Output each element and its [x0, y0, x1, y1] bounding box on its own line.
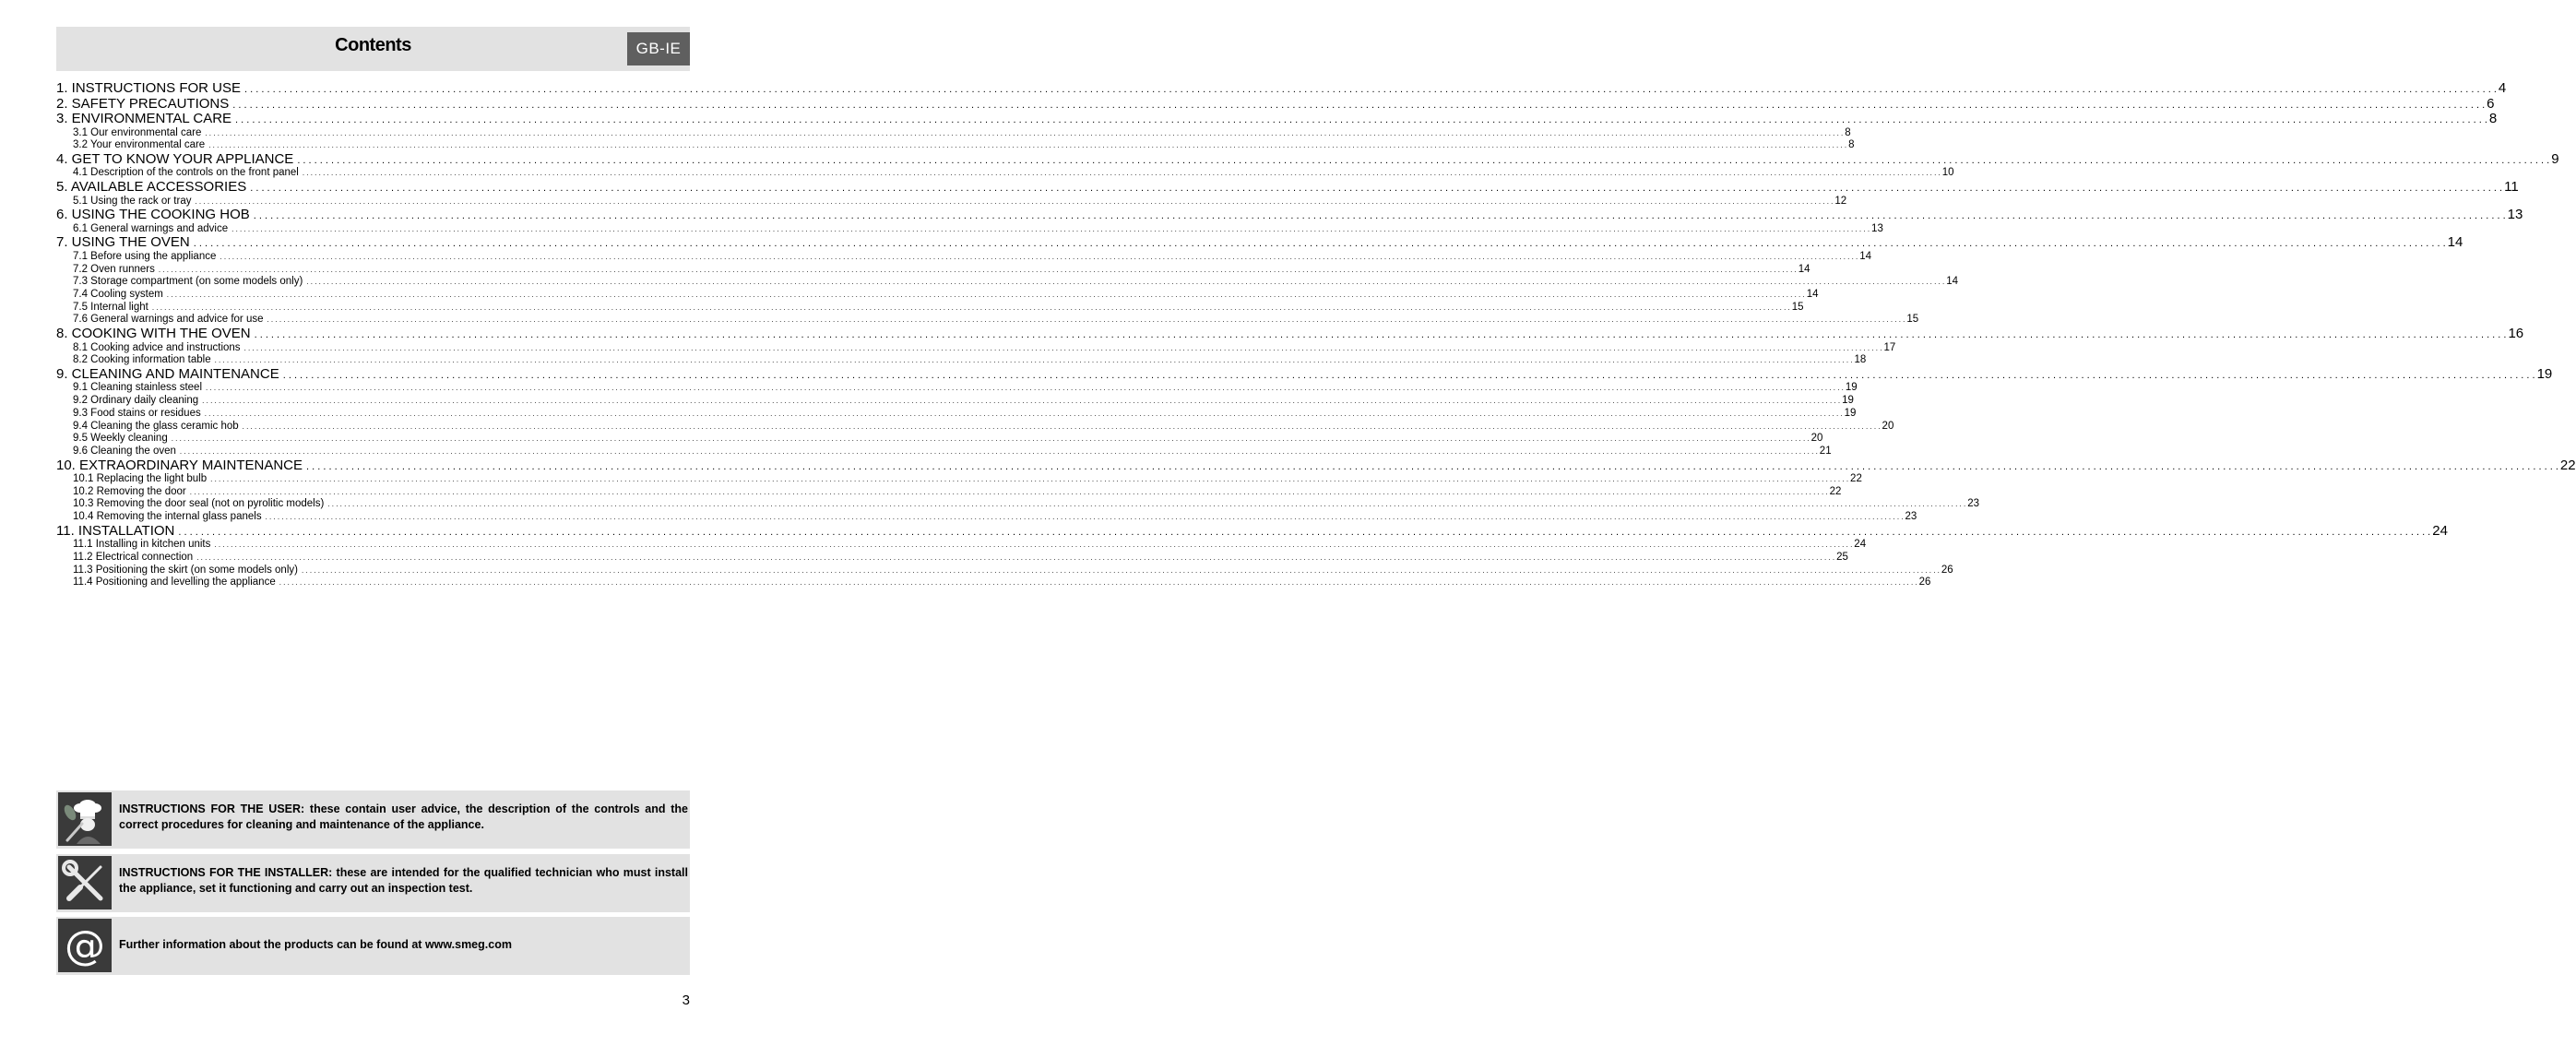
toc-dot-leader: . . . . . . . . . . . . . . . . . . . . . . . . . . . . . . . . . . . . . . . . . . . . . . . . . . . . . . . . . . . . . . . . . . . . . . . . . . . . . . . . . . . . . . . . . . . . . . . . . . . . . . . . . . . . . . . . . . . . . . . . . . . . . . . . . . . . . . . . . . . . . . . . . . . . . . . . . . . . . . . . . . . . . . . . . . . . . . . . . . . . . . . . . . . . . . . . . . . . . . . . . . . . . . . . . . . . . . . . . . . . . . . . . . . . . . . . . . . . . . . . . . . . . . . . . . . . . . . . . . . . . . . . . . . . . . . . . . . . . . . . . . . . . . . . . . . . . . . . . . . . . . . . . . . . . . . . . . . . . . . . . . . . . . . . . . . . . . . . . . . . . . . . . . . . . . . . . . . . . . . . . . . . . . . . . . . . . . . . . . . . . . . . . . . . . . . . . . . . . . . .	[231, 224, 1870, 233]
toc-entry-title: 7.1 Before using the appliance	[73, 250, 217, 262]
toc-dot-leader: . . . . . . . . . . . . . . . . . . . . . . . . . . . . . . . . . . . . . . . . . . . . . . . . . . . . . . . . . . . . . . . . . . . . . . . . . . . . . . . . . . . . . . . . . . . . . . . . . . . . . . . . . . . . . . . . . . . . . . . . . . . . . . . . . . . . . . . . . . . . . . . . . . . . . . . . . . . . . . . . . . . . . . . . . . . . . . . . . . . . . . . . . . . . . . . . . . . . . . . . . . . . . . . . . . . . . . . . . . . . . . . . . . . . . . . . . . . . . . . . . . . . . . . . . . . . . . . . . . . . . . . . . . . . . . . . . . . . . . . . . . . . . . . . . . . . . . . . . . . . . . . . . . . . . . . . . . . . . . . . . . . . . . . . . . . . . . . . . . . . . . . . . . . . . . . . . . . . . . . . . . . . . . . . . . . . . . . . . . . . . . . . . . . . . . . . . . . . . . . .	[178, 526, 2431, 538]
toc-entry-title: 10.1 Replacing the light bulb	[73, 473, 208, 485]
toc-chapter	[56, 179, 2519, 196]
toc-entry-title: 9.5 Weekly cleaning	[73, 433, 168, 445]
toc-entry-page: 12	[1834, 195, 1847, 207]
toc-section	[56, 564, 1953, 577]
toc-entry-page: 26	[1941, 564, 1953, 576]
toc-entry-title: 10.4 Removing the internal glass panels	[73, 511, 262, 523]
toc-entry-page: 8	[2488, 111, 2498, 126]
toc-entry-page: 21	[1819, 445, 1832, 457]
toc-dot-leader: . . . . . . . . . . . . . . . . . . . . . . . . . . . . . . . . . . . . . . . . . . . . . . . . . . . . . . . . . . . . . . . . . . . . . . . . . . . . . . . . . . . . . . . . . . . . . . . . . . . . . . . . . . . . . . . . . . . . . . . . . . . . . . . . . . . . . . . . . . . . . . . . . . . . . . . . . . . . . . . . . . . . . . . . . . . . . . . . . . . . . . . . . . . . . . . . . . . . . . . . . . . . . . . . . . . . . . . . . . . . . . . . . . . . . . . . . . . . . . . . . . . . . . . . . . . . . . . . . . . . . . . . . . . . . . . . . . . . . . . . . . . . . . . . . . . . . . . . . . . . . . . . . . . . . . . . . . . . . . . . . . . . . . . . . . . . . . . . . . . . . . . . . . . . . . . . . . . . . . . . . . . . . . . . . . . . . . . . . . . . . . . . . . . . . . . . . . . . . . . .	[220, 252, 1858, 261]
toc-entry-page: 19	[2536, 365, 2553, 382]
toc-section	[56, 126, 1851, 140]
toc-dot-leader: . . . . . . . . . . . . . . . . . . . . . . . . . . . . . . . . . . . . . . . . . . . . . . . . . . . . . . . . . . . . . . . . . . . . . . . . . . . . . . . . . . . . . . . . . . . . . . . . . . . . . . . . . . . . . . . . . . . . . . . . . . . . . . . . . . . . . . . . . . . . . . . . . . . . . . . . . . . . . . . . . . . . . . . . . . . . . . . . . . . . . . . . . . . . . . . . . . . . . . . . . . . . . . . . . . . . . . . . . . . . . . . . . . . . . . . . . . . . . . . . . . . . . . . . . . . . . . . . . . . . . . . . . . . . . . . . . . . . . . . . . . . . . . . . . . . . . . . . . . . . . . . . . . . . . . . . . . . . . . . . . . . . . . . . . . . . . . . . . . . . . . . . . . . . . . . . . . . . . . . . . . . . . . . . . . . . . . . . . . . . . . . . . . . . . . . . . . . . . . . .	[158, 265, 1797, 274]
toc-entry-title: 3.2 Your environmental care	[73, 139, 206, 151]
further-information-box	[56, 917, 690, 975]
toc-entry-title: 4. GET TO KNOW YOUR APPLIANCE	[56, 150, 294, 167]
toc-dot-leader: . . . . . . . . . . . . . . . . . . . . . . . . . . . . . . . . . . . . . . . . . . . . . . . . . . . . . . . . . . . . . . . . . . . . . . . . . . . . . . . . . . . . . . . . . . . . . . . . . . . . . . . . . . . . . . . . . . . . . . . . . . . . . . . . . . . . . . . . . . . . . . . . . . . . . . . . . . . . . . . . . . . . . . . . . . . . . . . . . . . . . . . . . . . . . . . . . . . . . . . . . . . . . . . . . . . . . . . . . . . . . . . . . . . . . . . . . . . . . . . . . . . . . . . . . . . . . . . . . . . . . . . . . . . . . . . . . . . . . . . . . . . . . . . . . . . . . . . . . . . . . . . . . . . . . . . . . . . . . . . . . . . . . . . . . . . . . . . . . . . . . . . . . . . . . . . . . . . . . . . . . . . . . . . . . . . . . . . . . . . . . . . . . . . . . . . . . . . . . . . .	[235, 114, 2487, 125]
toc-entry-page: 22	[2559, 457, 2576, 473]
toc-dot-leader: . . . . . . . . . . . . . . . . . . . . . . . . . . . . . . . . . . . . . . . . . . . . . . . . . . . . . . . . . . . . . . . . . . . . . . . . . . . . . . . . . . . . . . . . . . . . . . . . . . . . . . . . . . . . . . . . . . . . . . . . . . . . . . . . . . . . . . . . . . . . . . . . . . . . . . . . . . . . . . . . . . . . . . . . . . . . . . . . . . . . . . . . . . . . . . . . . . . . . . . . . . . . . . . . . . . . . . . . . . . . . . . . . . . . . . . . . . . . . . . . . . . . . . . . . . . . . . . . . . . . . . . . . . . . . . . . . . . . . . . . . . . . . . . . . . . . . . . . . . . . . . . . . . . . . . . . . . . . . . . . . . . . . . . . . . . . . . . . . . . . . . . . . . . . . . . . . . . . . . . . . . . . . . . . . . . . . . . . . . . . . . . . . . . . . . . . . . . . . . . .	[301, 565, 1940, 575]
toc-entry-title: 11.2 Electrical connection	[73, 552, 194, 563]
toc-entry-page: 14	[1798, 263, 1810, 275]
toc-entry-title: 1. INSTRUCTIONS FOR USE	[56, 80, 242, 96]
toc-section	[56, 250, 1872, 264]
toc-section	[56, 539, 1867, 552]
toc-entry-page: 24	[1854, 539, 1867, 551]
toc-entry-title: 7. USING THE OVEN	[56, 234, 190, 251]
toc-entry-title: 11. INSTALLATION	[56, 522, 175, 539]
user-instructions-text: INSTRUCTIONS FOR THE USER: these contain user advice, the description of the controls and the correct procedures for cleaning and maintenance of the appliance.	[119, 802, 688, 831]
toc-entry-page: 9	[2551, 150, 2559, 167]
toc-section	[56, 139, 1855, 152]
toc-entry-page: 8	[1848, 139, 1855, 151]
toc-section	[56, 263, 1810, 277]
toc-entry-title: 7.6 General warnings and advice for use	[73, 314, 264, 326]
toc-entry-page: 15	[1791, 301, 1804, 313]
toc-section	[56, 552, 1848, 565]
toc-chapter	[56, 522, 2448, 540]
toc-section	[56, 167, 1954, 180]
toc-entry-page: 22	[1829, 485, 1842, 497]
toc-dot-leader: . . . . . . . . . . . . . . . . . . . . . . . . . . . . . . . . . . . . . . . . . . . . . . . . . . . . . . . . . . . . . . . . . . . . . . . . . . . . . . . . . . . . . . . . . . . . . . . . . . . . . . . . . . . . . . . . . . . . . . . . . . . . . . . . . . . . . . . . . . . . . . . . . . . . . . . . . . . . . . . . . . . . . . . . . . . . . . . . . . . . . . . . . . . . . . . . . . . . . . . . . . . . . . . . . . . . . . . . . . . . . . . . . . . . . . . . . . . . . . . . . . . . . . . . . . . . . . . . . . . . . . . . . . . . . . . . . . . . . . . . . . . . . . . . . . . . . . . . . . . . . . . . . . . . . . . . . . . . . . . . . . . . . . . . . . . . . . . . . . . . . . . . . . . . . . . . . . . . . . . . . . . . . . . . . . . . . . . . . . . . . . . . . . . . . . . . . . . . . . . .	[232, 99, 2486, 111]
language-badge: GB-IE	[627, 32, 690, 65]
toc-entry-page: 10	[1941, 167, 1954, 179]
toc-entry-page: 14	[1946, 276, 1958, 288]
toc-entry-page: 19	[1845, 382, 1858, 394]
contents-header	[56, 27, 690, 71]
toc-dot-leader: . . . . . . . . . . . . . . . . . . . . . . . . . . . . . . . . . . . . . . . . . . . . . . . . . . . . . . . . . . . . . . . . . . . . . . . . . . . . . . . . . . . . . . . . . . . . . . . . . . . . . . . . . . . . . . . . . . . . . . . . . . . . . . . . . . . . . . . . . . . . . . . . . . . . . . . . . . . . . . . . . . . . . . . . . . . . . . . . . . . . . . . . . . . . . . . . . . . . . . . . . . . . . . . . . . . . . . . . . . . . . . . . . . . . . . . . . . . . . . . . . . . . . . . . . . . . . . . . . . . . . . . . . . . . . . . . . . . . . . . . . . . . . . . . . . . . . . . . . . . . . . . . . . . . . . . . . . . . . . . . . . . . . . . . . . . . . . . . . . . . . . . . . . . . . . . . . . . . . . . . . . . . . . . . . . . . . . . . . . . . . . . . . . . . . . . . . . . . . . . .	[243, 343, 1882, 352]
toc-section	[56, 473, 1862, 486]
toc-dot-leader: . . . . . . . . . . . . . . . . . . . . . . . . . . . . . . . . . . . . . . . . . . . . . . . . . . . . . . . . . . . . . . . . . . . . . . . . . . . . . . . . . . . . . . . . . . . . . . . . . . . . . . . . . . . . . . . . . . . . . . . . . . . . . . . . . . . . . . . . . . . . . . . . . . . . . . . . . . . . . . . . . . . . . . . . . . . . . . . . . . . . . . . . . . . . . . . . . . . . . . . . . . . . . . . . . . . . . . . . . . . . . . . . . . . . . . . . . . . . . . . . . . . . . . . . . . . . . . . . . . . . . . . . . . . . . . . . . . . . . . . . . . . . . . . . . . . . . . . . . . . . . . . . . . . . . . . . . . . . . . . . . . . . . . . . . . . . . . . . . . . . . . . . . . . . . . . . . . . . . . . . . . . . . . . . . . . . . . . . . . . . . . . . . . . . . . . . . . . . . . . .	[242, 422, 1881, 431]
toc-dot-leader: . . . . . . . . . . . . . . . . . . . . . . . . . . . . . . . . . . . . . . . . . . . . . . . . . . . . . . . . . . . . . . . . . . . . . . . . . . . . . . . . . . . . . . . . . . . . . . . . . . . . . . . . . . . . . . . . . . . . . . . . . . . . . . . . . . . . . . . . . . . . . . . . . . . . . . . . . . . . . . . . . . . . . . . . . . . . . . . . . . . . . . . . . . . . . . . . . . . . . . . . . . . . . . . . . . . . . . . . . . . . . . . . . . . . . . . . . . . . . . . . . . . . . . . . . . . . . . . . . . . . . . . . . . . . . . . . . . . . . . . . . . . . . . . . . . . . . . . . . . . . . . . . . . . . . . . . . . . . . . . . . . . . . . . . . . . . . . . . . . . . . . . . . . . . . . . . . . . . . . . . . . . . . . . . . . . . . . . . . . . . . . . . . . . . . . . . . . . . . . . .	[250, 183, 2503, 195]
installer-instructions-text: INSTRUCTIONS FOR THE INSTALLER: these are intended for the qualified technician who must install the appliance, set it functioning and carry out an inspection test.	[119, 866, 688, 895]
toc-entry-page: 4	[2498, 80, 2507, 96]
toc-dot-leader: . . . . . . . . . . . . . . . . . . . . . . . . . . . . . . . . . . . . . . . . . . . . . . . . . . . . . . . . . . . . . . . . . . . . . . . . . . . . . . . . . . . . . . . . . . . . . . . . . . . . . . . . . . . . . . . . . . . . . . . . . . . . . . . . . . . . . . . . . . . . . . . . . . . . . . . . . . . . . . . . . . . . . . . . . . . . . . . . . . . . . . . . . . . . . . . . . . . . . . . . . . . . . . . . . . . . . . . . . . . . . . . . . . . . . . . . . . . . . . . . . . . . . . . . . . . . . . . . . . . . . . . . . . . . . . . . . . . . . . . . . . . . . . . . . . . . . . . . . . . . . . . . . . . . . . . . . . . . . . . . . . . . . . . . . . . . . . . . . . . . . . . . . . . . . . . . . . . . . . . . . . . . . . . . . . . . . . . . . . . . . . . . . . . . . . . . . . . . . . . .	[214, 541, 1853, 550]
toc-entry-page: 14	[1859, 250, 1872, 262]
toc-entry-page: 15	[1906, 314, 1919, 326]
toc-section	[56, 382, 1858, 395]
toc-entry-page: 14	[1806, 289, 1819, 300]
toc-dot-leader: . . . . . . . . . . . . . . . . . . . . . . . . . . . . . . . . . . . . . . . . . . . . . . . . . . . . . . . . . . . . . . . . . . . . . . . . . . . . . . . . . . . . . . . . . . . . . . . . . . . . . . . . . . . . . . . . . . . . . . . . . . . . . . . . . . . . . . . . . . . . . . . . . . . . . . . . . . . . . . . . . . . . . . . . . . . . . . . . . . . . . . . . . . . . . . . . . . . . . . . . . . . . . . . . . . . . . . . . . . . . . . . . . . . . . . . . . . . . . . . . . . . . . . . . . . . . . . . . . . . . . . . . . . . . . . . . . . . . . . . . . . . . . . . . . . . . . . . . . . . . . . . . . . . . . . . . . . . . . . . . . . . . . . . . . . . . . . . . . . . . . . . . . . . . . . . . . . . . . . . . . . . . . . . . . . . . . . . . . . . . . . . . . . . . . . . . . . . . . . . .	[265, 513, 1904, 522]
toc-entry-title: 7.3 Storage compartment (on some models only)	[73, 276, 303, 288]
toc-entry-page: 16	[2508, 326, 2524, 342]
toc-entry-page: 26	[1918, 576, 1931, 588]
toc-dot-leader: . . . . . . . . . . . . . . . . . . . . . . . . . . . . . . . . . . . . . . . . . . . . . . . . . . . . . . . . . . . . . . . . . . . . . . . . . . . . . . . . . . . . . . . . . . . . . . . . . . . . . . . . . . . . . . . . . . . . . . . . . . . . . . . . . . . . . . . . . . . . . . . . . . . . . . . . . . . . . . . . . . . . . . . . . . . . . . . . . . . . . . . . . . . . . . . . . . . . . . . . . . . . . . . . . . . . . . . . . . . . . . . . . . . . . . . . . . . . . . . . . . . . . . . . . . . . . . . . . . . . . . . . . . . . . . . . . . . . . . . . . . . . . . . . . . . . . . . . . . . . . . . . . . . . . . . . . . . . . . . . . . . . . . . . . . . . . . . . . . . . . . . . . . . . . . . . . . . . . . . . . . . . . . . . . . . . . . . . . . . . . . . . . . . . . . . . . . . . . . . .	[195, 196, 1834, 206]
toc-section	[56, 445, 1832, 458]
toc-section	[56, 314, 1919, 327]
toc-section	[56, 354, 1867, 367]
installer-instructions-box	[56, 854, 690, 912]
toc-section	[56, 498, 1980, 511]
page-title: Contents	[335, 35, 411, 55]
toc-entry-title: 8.2 Cooking information table	[73, 354, 211, 366]
toc-dot-leader: . . . . . . . . . . . . . . . . . . . . . . . . . . . . . . . . . . . . . . . . . . . . . . . . . . . . . . . . . . . . . . . . . . . . . . . . . . . . . . . . . . . . . . . . . . . . . . . . . . . . . . . . . . . . . . . . . . . . . . . . . . . . . . . . . . . . . . . . . . . . . . . . . . . . . . . . . . . . . . . . . . . . . . . . . . . . . . . . . . . . . . . . . . . . . . . . . . . . . . . . . . . . . . . . . . . . . . . . . . . . . . . . . . . . . . . . . . . . . . . . . . . . . . . . . . . . . . . . . . . . . . . . . . . . . . . . . . . . . . . . . . . . . . . . . . . . . . . . . . . . . . . . . . . . . . . . . . . . . . . . . . . . . . . . . . . . . . . . . . . . . . . . . . . . . . . . . . . . . . . . . . . . . . . . . . . . . . . . . . . . . . . . . . . . . . . . . . . . . . . .	[204, 409, 1843, 418]
toc-dot-leader: . . . . . . . . . . . . . . . . . . . . . . . . . . . . . . . . . . . . . . . . . . . . . . . . . . . . . . . . . . . . . . . . . . . . . . . . . . . . . . . . . . . . . . . . . . . . . . . . . . . . . . . . . . . . . . . . . . . . . . . . . . . . . . . . . . . . . . . . . . . . . . . . . . . . . . . . . . . . . . . . . . . . . . . . . . . . . . . . . . . . . . . . . . . . . . . . . . . . . . . . . . . . . . . . . . . . . . . . . . . . . . . . . . . . . . . . . . . . . . . . . . . . . . . . . . . . . . . . . . . . . . . . . . . . . . . . . . . . . . . . . . . . . . . . . . . . . . . . . . . . . . . . . . . . . . . . . . . . . . . . . . . . . . . . . . . . . . . . . . . . . . . . . . . . . . . . . . . . . . . . . . . . . . . . . . . . . . . . . . . . . . . . . . . . . . . . . . . . . . . .	[267, 315, 1905, 325]
toc-dot-leader: . . . . . . . . . . . . . . . . . . . . . . . . . . . . . . . . . . . . . . . . . . . . . . . . . . . . . . . . . . . . . . . . . . . . . . . . . . . . . . . . . . . . . . . . . . . . . . . . . . . . . . . . . . . . . . . . . . . . . . . . . . . . . . . . . . . . . . . . . . . . . . . . . . . . . . . . . . . . . . . . . . . . . . . . . . . . . . . . . . . . . . . . . . . . . . . . . . . . . . . . . . . . . . . . . . . . . . . . . . . . . . . . . . . . . . . . . . . . . . . . . . . . . . . . . . . . . . . . . . . . . . . . . . . . . . . . . . . . . . . . . . . . . . . . . . . . . . . . . . . . . . . . . . . . . . . . . . . . . . . . . . . . . . . . . . . . . . . . . . . . . . . . . . . . . . . . . . . . . . . . . . . . . . . . . . . . . . . . . . . . . . . . . . . . . . . . . . . . . . . .	[205, 128, 1844, 137]
toc-dot-leader: . . . . . . . . . . . . . . . . . . . . . . . . . . . . . . . . . . . . . . . . . . . . . . . . . . . . . . . . . . . . . . . . . . . . . . . . . . . . . . . . . . . . . . . . . . . . . . . . . . . . . . . . . . . . . . . . . . . . . . . . . . . . . . . . . . . . . . . . . . . . . . . . . . . . . . . . . . . . . . . . . . . . . . . . . . . . . . . . . . . . . . . . . . . . . . . . . . . . . . . . . . . . . . . . . . . . . . . . . . . . . . . . . . . . . . . . . . . . . . . . . . . . . . . . . . . . . . . . . . . . . . . . . . . . . . . . . . . . . . . . . . . . . . . . . . . . . . . . . . . . . . . . . . . . . . . . . . . . . . . . . . . . . . . . . . . . . . . . . . . . . . . . . . . . . . . . . . . . . . . . . . . . . . . . . . . . . . . . . . . . . . . . . . . . . . . . . . . . . . . .	[189, 487, 1828, 496]
toc-entry-title: 7.5 Internal light	[73, 301, 148, 313]
toc-chapter	[56, 457, 2576, 474]
table-of-contents	[56, 80, 2576, 589]
toc-entry-title: 5.1 Using the rack or tray	[73, 195, 192, 207]
toc-entry-title: 5. AVAILABLE ACCESSORIES	[56, 179, 247, 196]
page-number: 3	[682, 993, 690, 1008]
toc-dot-leader: . . . . . . . . . . . . . . . . . . . . . . . . . . . . . . . . . . . . . . . . . . . . . . . . . . . . . . . . . . . . . . . . . . . . . . . . . . . . . . . . . . . . . . . . . . . . . . . . . . . . . . . . . . . . . . . . . . . . . . . . . . . . . . . . . . . . . . . . . . . . . . . . . . . . . . . . . . . . . . . . . . . . . . . . . . . . . . . . . . . . . . . . . . . . . . . . . . . . . . . . . . . . . . . . . . . . . . . . . . . . . . . . . . . . . . . . . . . . . . . . . . . . . . . . . . . . . . . . . . . . . . . . . . . . . . . . . . . . . . . . . . . . . . . . . . . . . . . . . . . . . . . . . . . . . . . . . . . . . . . . . . . . . . . . . . . . . . . . . . . . . . . . . . . . . . . . . . . . . . . . . . . . . . . . . . . . . . . . . . . . . . . . . . . . . . . . . . . . . . . .	[327, 500, 1966, 509]
toc-entry-title: 4.1 Description of the controls on the front panel	[73, 167, 299, 179]
toc-dot-leader: . . . . . . . . . . . . . . . . . . . . . . . . . . . . . . . . . . . . . . . . . . . . . . . . . . . . . . . . . . . . . . . . . . . . . . . . . . . . . . . . . . . . . . . . . . . . . . . . . . . . . . . . . . . . . . . . . . . . . . . . . . . . . . . . . . . . . . . . . . . . . . . . . . . . . . . . . . . . . . . . . . . . . . . . . . . . . . . . . . . . . . . . . . . . . . . . . . . . . . . . . . . . . . . . . . . . . . . . . . . . . . . . . . . . . . . . . . . . . . . . . . . . . . . . . . . . . . . . . . . . . . . . . . . . . . . . . . . . . . . . . . . . . . . . . . . . . . . . . . . . . . . . . . . . . . . . . . . . . . . . . . . . . . . . . . . . . . . . . . . . . . . . . . . . . . . . . . . . . . . . . . . . . . . . . . . . . . . . . . . . . . . . . . . . . . . . . . . . . . . .	[202, 397, 1841, 406]
toc-chapter	[56, 150, 2559, 168]
toc-entry-title: 11.3 Positioning the skirt (on some models only)	[73, 564, 298, 576]
tools-icon	[58, 856, 112, 909]
toc-dot-leader: . . . . . . . . . . . . . . . . . . . . . . . . . . . . . . . . . . . . . . . . . . . . . . . . . . . . . . . . . . . . . . . . . . . . . . . . . . . . . . . . . . . . . . . . . . . . . . . . . . . . . . . . . . . . . . . . . . . . . . . . . . . . . . . . . . . . . . . . . . . . . . . . . . . . . . . . . . . . . . . . . . . . . . . . . . . . . . . . . . . . . . . . . . . . . . . . . . . . . . . . . . . . . . . . . . . . . . . . . . . . . . . . . . . . . . . . . . . . . . . . . . . . . . . . . . . . . . . . . . . . . . . . . . . . . . . . . . . . . . . . . . . . . . . . . . . . . . . . . . . . . . . . . . . . . . . . . . . . . . . . . . . . . . . . . . . . . . . . . . . . . . . . . . . . . . . . . . . . . . . . . . . . . . . . . . . . . . . . . . . . . . . . . . . . . . . . . . . . . . . .	[206, 384, 1844, 393]
toc-entry-page: 20	[1882, 420, 1894, 432]
toc-entry-page: 23	[1967, 498, 1980, 510]
toc-section	[56, 576, 1931, 589]
toc-entry-page: 24	[2432, 522, 2448, 539]
toc-section	[56, 341, 1896, 355]
toc-dot-leader: . . . . . . . . . . . . . . . . . . . . . . . . . . . . . . . . . . . . . . . . . . . . . . . . . . . . . . . . . . . . . . . . . . . . . . . . . . . . . . . . . . . . . . . . . . . . . . . . . . . . . . . . . . . . . . . . . . . . . . . . . . . . . . . . . . . . . . . . . . . . . . . . . . . . . . . . . . . . . . . . . . . . . . . . . . . . . . . . . . . . . . . . . . . . . . . . . . . . . . . . . . . . . . . . . . . . . . . . . . . . . . . . . . . . . . . . . . . . . . . . . . . . . . . . . . . . . . . . . . . . . . . . . . . . . . . . . . . . . . . . . . . . . . . . . . . . . . . . . . . . . . . . . . . . . . . . . . . . . . . . . . . . . . . . . . . . . . . . . . . . . . . . . . . . . . . . . . . . . . . . . . . . . . . . . . . . . . . . . . . . . . . . . . . . . . . . . . . . . . . .	[193, 238, 2446, 250]
toc-section	[56, 289, 1819, 302]
toc-entry-title: 10.2 Removing the door	[73, 485, 186, 497]
toc-entry-title: 9.2 Ordinary daily cleaning	[73, 395, 199, 407]
toc-dot-leader: . . . . . . . . . . . . . . . . . . . . . . . . . . . . . . . . . . . . . . . . . . . . . . . . . . . . . . . . . . . . . . . . . . . . . . . . . . . . . . . . . . . . . . . . . . . . . . . . . . . . . . . . . . . . . . . . . . . . . . . . . . . . . . . . . . . . . . . . . . . . . . . . . . . . . . . . . . . . . . . . . . . . . . . . . . . . . . . . . . . . . . . . . . . . . . . . . . . . . . . . . . . . . . . . . . . . . . . . . . . . . . . . . . . . . . . . . . . . . . . . . . . . . . . . . . . . . . . . . . . . . . . . . . . . . . . . . . . . . . . . . . . . . . . . . . . . . . . . . . . . . . . . . . . . . . . . . . . . . . . . . . . . . . . . . . . . . . . . . . . . . . . . . . . . . . . . . . . . . . . . . . . . . . . . . . . . . . . . . . . . . . . . . . . . . . . . . . . . . . . .	[306, 278, 1945, 287]
toc-dot-leader: . . . . . . . . . . . . . . . . . . . . . . . . . . . . . . . . . . . . . . . . . . . . . . . . . . . . . . . . . . . . . . . . . . . . . . . . . . . . . . . . . . . . . . . . . . . . . . . . . . . . . . . . . . . . . . . . . . . . . . . . . . . . . . . . . . . . . . . . . . . . . . . . . . . . . . . . . . . . . . . . . . . . . . . . . . . . . . . . . . . . . . . . . . . . . . . . . . . . . . . . . . . . . . . . . . . . . . . . . . . . . . . . . . . . . . . . . . . . . . . . . . . . . . . . . . . . . . . . . . . . . . . . . . . . . . . . . . . . . . . . . . . . . . . . . . . . . . . . . . . . . . . . . . . . . . . . . . . . . . . . . . . . . . . . . . . . . . . . . . . . . . . . . . . . . . . . . . . . . . . . . . . . . . . . . . . . . . . . . . . . . . . . . . . . . . . . . . . . . . . .	[214, 356, 1853, 365]
toc-entry-title: 7.2 Oven runners	[73, 263, 155, 275]
toc-section	[56, 276, 1958, 289]
toc-dot-leader: . . . . . . . . . . . . . . . . . . . . . . . . . . . . . . . . . . . . . . . . . . . . . . . . . . . . . . . . . . . . . . . . . . . . . . . . . . . . . . . . . . . . . . . . . . . . . . . . . . . . . . . . . . . . . . . . . . . . . . . . . . . . . . . . . . . . . . . . . . . . . . . . . . . . . . . . . . . . . . . . . . . . . . . . . . . . . . . . . . . . . . . . . . . . . . . . . . . . . . . . . . . . . . . . . . . . . . . . . . . . . . . . . . . . . . . . . . . . . . . . . . . . . . . . . . . . . . . . . . . . . . . . . . . . . . . . . . . . . . . . . . . . . . . . . . . . . . . . . . . . . . . . . . . . . . . . . . . . . . . . . . . . . . . . . . . . . . . . . . . . . . . . . . . . . . . . . . . . . . . . . . . . . . . . . . . . . . . . . . . . . . . . . . . . . . . . . . . . . . . .	[253, 210, 2506, 222]
toc-chapter	[56, 234, 2463, 251]
toc-dot-leader: . . . . . . . . . . . . . . . . . . . . . . . . . . . . . . . . . . . . . . . . . . . . . . . . . . . . . . . . . . . . . . . . . . . . . . . . . . . . . . . . . . . . . . . . . . . . . . . . . . . . . . . . . . . . . . . . . . . . . . . . . . . . . . . . . . . . . . . . . . . . . . . . . . . . . . . . . . . . . . . . . . . . . . . . . . . . . . . . . . . . . . . . . . . . . . . . . . . . . . . . . . . . . . . . . . . . . . . . . . . . . . . . . . . . . . . . . . . . . . . . . . . . . . . . . . . . . . . . . . . . . . . . . . . . . . . . . . . . . . . . . . . . . . . . . . . . . . . . . . . . . . . . . . . . . . . . . . . . . . . . . . . . . . . . . . . . . . . . . . . . . . . . . . . . . . . . . . . . . . . . . . . . . . . . . . . . . . . . . . . . . . . . . . . . . . . . . . . . . . . .	[302, 169, 1941, 178]
toc-section	[56, 195, 1847, 208]
toc-entry-title: 3.1 Our environmental care	[73, 126, 202, 138]
toc-chapter	[56, 207, 2523, 223]
toc-dot-leader: . . . . . . . . . . . . . . . . . . . . . . . . . . . . . . . . . . . . . . . . . . . . . . . . . . . . . . . . . . . . . . . . . . . . . . . . . . . . . . . . . . . . . . . . . . . . . . . . . . . . . . . . . . . . . . . . . . . . . . . . . . . . . . . . . . . . . . . . . . . . . . . . . . . . . . . . . . . . . . . . . . . . . . . . . . . . . . . . . . . . . . . . . . . . . . . . . . . . . . . . . . . . . . . . . . . . . . . . . . . . . . . . . . . . . . . . . . . . . . . . . . . . . . . . . . . . . . . . . . . . . . . . . . . . . . . . . . . . . . . . . . . . . . . . . . . . . . . . . . . . . . . . . . . . . . . . . . . . . . . . . . . . . . . . . . . . . . . . . . . . . . . . . . . . . . . . . . . . . . . . . . . . . . . . . . . . . . . . . . . . . . . . . . . . . . . . . . . . . . . .	[244, 84, 2497, 95]
toc-entry-title: 10. EXTRAORDINARY MAINTENANCE	[56, 457, 303, 473]
toc-entry-title: 9.4 Cleaning the glass ceramic hob	[73, 420, 239, 432]
toc-section	[56, 301, 1804, 315]
toc-entry-title: 9.1 Cleaning stainless steel	[73, 382, 202, 394]
toc-section	[56, 420, 1894, 434]
toc-dot-leader: . . . . . . . . . . . . . . . . . . . . . . . . . . . . . . . . . . . . . . . . . . . . . . . . . . . . . . . . . . . . . . . . . . . . . . . . . . . . . . . . . . . . . . . . . . . . . . . . . . . . . . . . . . . . . . . . . . . . . . . . . . . . . . . . . . . . . . . . . . . . . . . . . . . . . . . . . . . . . . . . . . . . . . . . . . . . . . . . . . . . . . . . . . . . . . . . . . . . . . . . . . . . . . . . . . . . . . . . . . . . . . . . . . . . . . . . . . . . . . . . . . . . . . . . . . . . . . . . . . . . . . . . . . . . . . . . . . . . . . . . . . . . . . . . . . . . . . . . . . . . . . . . . . . . . . . . . . . . . . . . . . . . . . . . . . . . . . . . . . . . . . . . . . . . . . . . . . . . . . . . . . . . . . . . . . . . . . . . . . . . . . . . . . . . . . . . . . . . . . . .	[151, 303, 1790, 312]
toc-entry-page: 20	[1810, 433, 1823, 445]
toc-dot-leader: . . . . . . . . . . . . . . . . . . . . . . . . . . . . . . . . . . . . . . . . . . . . . . . . . . . . . . . . . . . . . . . . . . . . . . . . . . . . . . . . . . . . . . . . . . . . . . . . . . . . . . . . . . . . . . . . . . . . . . . . . . . . . . . . . . . . . . . . . . . . . . . . . . . . . . . . . . . . . . . . . . . . . . . . . . . . . . . . . . . . . . . . . . . . . . . . . . . . . . . . . . . . . . . . . . . . . . . . . . . . . . . . . . . . . . . . . . . . . . . . . . . . . . . . . . . . . . . . . . . . . . . . . . . . . . . . . . . . . . . . . . . . . . . . . . . . . . . . . . . . . . . . . . . . . . . . . . . . . . . . . . . . . . . . . . . . . . . . . . . . . . . . . . . . . . . . . . . . . . . . . . . . . . . . . . . . . . . . . . . . . . . . . . . . . . . . . . . . . . . .	[279, 578, 1917, 588]
toc-chapter	[56, 111, 2498, 127]
toc-entry-page: 14	[2447, 234, 2463, 251]
toc-entry-title: 6.1 General warnings and advice	[73, 222, 229, 234]
toc-dot-leader: . . . . . . . . . . . . . . . . . . . . . . . . . . . . . . . . . . . . . . . . . . . . . . . . . . . . . . . . . . . . . . . . . . . . . . . . . . . . . . . . . . . . . . . . . . . . . . . . . . . . . . . . . . . . . . . . . . . . . . . . . . . . . . . . . . . . . . . . . . . . . . . . . . . . . . . . . . . . . . . . . . . . . . . . . . . . . . . . . . . . . . . . . . . . . . . . . . . . . . . . . . . . . . . . . . . . . . . . . . . . . . . . . . . . . . . . . . . . . . . . . . . . . . . . . . . . . . . . . . . . . . . . . . . . . . . . . . . . . . . . . . . . . . . . . . . . . . . . . . . . . . . . . . . . . . . . . . . . . . . . . . . . . . . . . . . . . . . . . . . . . . . . . . . . . . . . . . . . . . . . . . . . . . . . . . . . . . . . . . . . . . . . . . . . . . . . . . . . . . . .	[306, 460, 2558, 472]
toc-dot-leader: . . . . . . . . . . . . . . . . . . . . . . . . . . . . . . . . . . . . . . . . . . . . . . . . . . . . . . . . . . . . . . . . . . . . . . . . . . . . . . . . . . . . . . . . . . . . . . . . . . . . . . . . . . . . . . . . . . . . . . . . . . . . . . . . . . . . . . . . . . . . . . . . . . . . . . . . . . . . . . . . . . . . . . . . . . . . . . . . . . . . . . . . . . . . . . . . . . . . . . . . . . . . . . . . . . . . . . . . . . . . . . . . . . . . . . . . . . . . . . . . . . . . . . . . . . . . . . . . . . . . . . . . . . . . . . . . . . . . . . . . . . . . . . . . . . . . . . . . . . . . . . . . . . . . . . . . . . . . . . . . . . . . . . . . . . . . . . . . . . . . . . . . . . . . . . . . . . . . . . . . . . . . . . . . . . . . . . . . . . . . . . . . . . . . . . . . . . . . . . . .	[254, 329, 2507, 341]
toc-entry-title: 9.6 Cleaning the oven	[73, 445, 176, 457]
toc-dot-leader: . . . . . . . . . . . . . . . . . . . . . . . . . . . . . . . . . . . . . . . . . . . . . . . . . . . . . . . . . . . . . . . . . . . . . . . . . . . . . . . . . . . . . . . . . . . . . . . . . . . . . . . . . . . . . . . . . . . . . . . . . . . . . . . . . . . . . . . . . . . . . . . . . . . . . . . . . . . . . . . . . . . . . . . . . . . . . . . . . . . . . . . . . . . . . . . . . . . . . . . . . . . . . . . . . . . . . . . . . . . . . . . . . . . . . . . . . . . . . . . . . . . . . . . . . . . . . . . . . . . . . . . . . . . . . . . . . . . . . . . . . . . . . . . . . . . . . . . . . . . . . . . . . . . . . . . . . . . . . . . . . . . . . . . . . . . . . . . . . . . . . . . . . . . . . . . . . . . . . . . . . . . . . . . . . . . . . . . . . . . . . . . . . . . . . . . . . . . . . . . .	[166, 291, 1805, 299]
at-sign-icon	[58, 919, 112, 972]
toc-entry-page: 23	[1905, 511, 1917, 523]
toc-section	[56, 395, 1854, 408]
chef-icon	[58, 792, 112, 846]
toc-entry-page: 17	[1883, 341, 1896, 353]
toc-section	[56, 511, 1917, 524]
toc-chapter	[56, 80, 2507, 97]
toc-entry-page: 19	[1842, 395, 1854, 407]
toc-entry-page: 11	[2504, 179, 2519, 196]
toc-section	[56, 407, 1857, 421]
further-information-text: Further information about the products can be found at www.smeg.com	[119, 938, 512, 951]
toc-entry-page: 6	[2487, 95, 2495, 112]
toc-dot-leader: . . . . . . . . . . . . . . . . . . . . . . . . . . . . . . . . . . . . . . . . . . . . . . . . . . . . . . . . . . . . . . . . . . . . . . . . . . . . . . . . . . . . . . . . . . . . . . . . . . . . . . . . . . . . . . . . . . . . . . . . . . . . . . . . . . . . . . . . . . . . . . . . . . . . . . . . . . . . . . . . . . . . . . . . . . . . . . . . . . . . . . . . . . . . . . . . . . . . . . . . . . . . . . . . . . . . . . . . . . . . . . . . . . . . . . . . . . . . . . . . . . . . . . . . . . . . . . . . . . . . . . . . . . . . . . . . . . . . . . . . . . . . . . . . . . . . . . . . . . . . . . . . . . . . . . . . . . . . . . . . . . . . . . . . . . . . . . . . . . . . . . . . . . . . . . . . . . . . . . . . . . . . . . . . . . . . . . . . . . . . . . . . . . . . . . . . . . . . . . . .	[196, 553, 1835, 562]
toc-entry-title: 9.3 Food stains or residues	[73, 407, 201, 419]
toc-chapter	[56, 326, 2524, 342]
toc-dot-leader: . . . . . . . . . . . . . . . . . . . . . . . . . . . . . . . . . . . . . . . . . . . . . . . . . . . . . . . . . . . . . . . . . . . . . . . . . . . . . . . . . . . . . . . . . . . . . . . . . . . . . . . . . . . . . . . . . . . . . . . . . . . . . . . . . . . . . . . . . . . . . . . . . . . . . . . . . . . . . . . . . . . . . . . . . . . . . . . . . . . . . . . . . . . . . . . . . . . . . . . . . . . . . . . . . . . . . . . . . . . . . . . . . . . . . . . . . . . . . . . . . . . . . . . . . . . . . . . . . . . . . . . . . . . . . . . . . . . . . . . . . . . . . . . . . . . . . . . . . . . . . . . . . . . . . . . . . . . . . . . . . . . . . . . . . . . . . . . . . . . . . . . . . . . . . . . . . . . . . . . . . . . . . . . . . . . . . . . . . . . . . . . . . . . . . . . . . . . . . . . .	[297, 154, 2550, 166]
toc-entry-title: 11.1 Installing in kitchen units	[73, 539, 211, 551]
toc-entry-title: 10.3 Removing the door seal (not on pyrolitic models)	[73, 498, 325, 510]
toc-dot-leader: . . . . . . . . . . . . . . . . . . . . . . . . . . . . . . . . . . . . . . . . . . . . . . . . . . . . . . . . . . . . . . . . . . . . . . . . . . . . . . . . . . . . . . . . . . . . . . . . . . . . . . . . . . . . . . . . . . . . . . . . . . . . . . . . . . . . . . . . . . . . . . . . . . . . . . . . . . . . . . . . . . . . . . . . . . . . . . . . . . . . . . . . . . . . . . . . . . . . . . . . . . . . . . . . . . . . . . . . . . . . . . . . . . . . . . . . . . . . . . . . . . . . . . . . . . . . . . . . . . . . . . . . . . . . . . . . . . . . . . . . . . . . . . . . . . . . . . . . . . . . . . . . . . . . . . . . . . . . . . . . . . . . . . . . . . . . . . . . . . . . . . . . . . . . . . . . . . . . . . . . . . . . . . . . . . . . . . . . . . . . . . . . . . . . . . . . . . . . . . . .	[210, 475, 1849, 484]
toc-entry-page: 19	[1844, 407, 1857, 419]
toc-section	[56, 485, 1842, 499]
svg-text:@: @	[65, 922, 105, 969]
toc-entry-page: 18	[1854, 354, 1867, 366]
toc-dot-leader: . . . . . . . . . . . . . . . . . . . . . . . . . . . . . . . . . . . . . . . . . . . . . . . . . . . . . . . . . . . . . . . . . . . . . . . . . . . . . . . . . . . . . . . . . . . . . . . . . . . . . . . . . . . . . . . . . . . . . . . . . . . . . . . . . . . . . . . . . . . . . . . . . . . . . . . . . . . . . . . . . . . . . . . . . . . . . . . . . . . . . . . . . . . . . . . . . . . . . . . . . . . . . . . . . . . . . . . . . . . . . . . . . . . . . . . . . . . . . . . . . . . . . . . . . . . . . . . . . . . . . . . . . . . . . . . . . . . . . . . . . . . . . . . . . . . . . . . . . . . . . . . . . . . . . . . . . . . . . . . . . . . . . . . . . . . . . . . . . . . . . . . . . . . . . . . . . . . . . . . . . . . . . . . . . . . . . . . . . . . . . . . . . . . . . . . . . . . . . . . .	[179, 446, 1818, 456]
toc-entry-title: 9. CLEANING AND MAINTENANCE	[56, 365, 279, 382]
toc-entry-page: 8	[1845, 126, 1851, 138]
toc-entry-title: 2. SAFETY PRECAUTIONS	[56, 95, 230, 112]
toc-entry-page: 13	[1871, 222, 1883, 234]
toc-dot-leader: . . . . . . . . . . . . . . . . . . . . . . . . . . . . . . . . . . . . . . . . . . . . . . . . . . . . . . . . . . . . . . . . . . . . . . . . . . . . . . . . . . . . . . . . . . . . . . . . . . . . . . . . . . . . . . . . . . . . . . . . . . . . . . . . . . . . . . . . . . . . . . . . . . . . . . . . . . . . . . . . . . . . . . . . . . . . . . . . . . . . . . . . . . . . . . . . . . . . . . . . . . . . . . . . . . . . . . . . . . . . . . . . . . . . . . . . . . . . . . . . . . . . . . . . . . . . . . . . . . . . . . . . . . . . . . . . . . . . . . . . . . . . . . . . . . . . . . . . . . . . . . . . . . . . . . . . . . . . . . . . . . . . . . . . . . . . . . . . . . . . . . . . . . . . . . . . . . . . . . . . . . . . . . . . . . . . . . . . . . . . . . . . . . . . . . . . . . . . . . . .	[171, 434, 1810, 444]
toc-section	[56, 222, 1883, 236]
user-instructions-box	[56, 790, 690, 849]
toc-section	[56, 433, 1823, 446]
toc-dot-leader: . . . . . . . . . . . . . . . . . . . . . . . . . . . . . . . . . . . . . . . . . . . . . . . . . . . . . . . . . . . . . . . . . . . . . . . . . . . . . . . . . . . . . . . . . . . . . . . . . . . . . . . . . . . . . . . . . . . . . . . . . . . . . . . . . . . . . . . . . . . . . . . . . . . . . . . . . . . . . . . . . . . . . . . . . . . . . . . . . . . . . . . . . . . . . . . . . . . . . . . . . . . . . . . . . . . . . . . . . . . . . . . . . . . . . . . . . . . . . . . . . . . . . . . . . . . . . . . . . . . . . . . . . . . . . . . . . . . . . . . . . . . . . . . . . . . . . . . . . . . . . . . . . . . . . . . . . . . . . . . . . . . . . . . . . . . . . . . . . . . . . . . . . . . . . . . . . . . . . . . . . . . . . . . . . . . . . . . . . . . . . . . . . . . . . . . . . . . . . . . .	[208, 141, 1847, 150]
toc-entry-title: 6. USING THE COOKING HOB	[56, 207, 250, 223]
toc-entry-title: 7.4 Cooling system	[73, 289, 163, 300]
toc-entry-page: 22	[1850, 473, 1862, 485]
toc-entry-title: 11.4 Positioning and levelling the appliance	[73, 576, 276, 588]
toc-entry-page: 13	[2507, 207, 2523, 223]
toc-chapter	[56, 365, 2553, 383]
toc-entry-page: 25	[1836, 552, 1848, 563]
toc-entry-title: 8.1 Cooking advice and instructions	[73, 341, 241, 353]
toc-entry-title: 8. COOKING WITH THE OVEN	[56, 326, 251, 342]
toc-chapter	[56, 95, 2495, 113]
toc-entry-title: 3. ENVIRONMENTAL CARE	[56, 111, 232, 126]
toc-dot-leader: . . . . . . . . . . . . . . . . . . . . . . . . . . . . . . . . . . . . . . . . . . . . . . . . . . . . . . . . . . . . . . . . . . . . . . . . . . . . . . . . . . . . . . . . . . . . . . . . . . . . . . . . . . . . . . . . . . . . . . . . . . . . . . . . . . . . . . . . . . . . . . . . . . . . . . . . . . . . . . . . . . . . . . . . . . . . . . . . . . . . . . . . . . . . . . . . . . . . . . . . . . . . . . . . . . . . . . . . . . . . . . . . . . . . . . . . . . . . . . . . . . . . . . . . . . . . . . . . . . . . . . . . . . . . . . . . . . . . . . . . . . . . . . . . . . . . . . . . . . . . . . . . . . . . . . . . . . . . . . . . . . . . . . . . . . . . . . . . . . . . . . . . . . . . . . . . . . . . . . . . . . . . . . . . . . . . . . . . . . . . . . . . . . . . . . . . . . . . . . . .	[282, 369, 2535, 381]
